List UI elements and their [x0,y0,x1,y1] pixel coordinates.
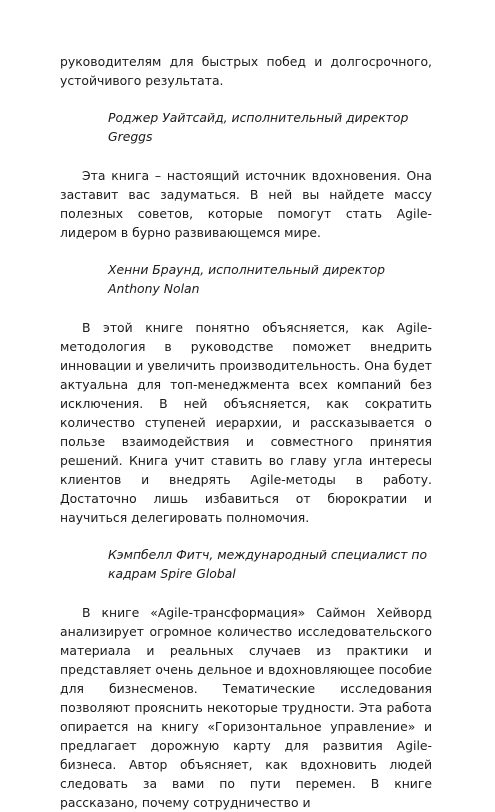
quote-attribution-whiteside: Роджер Уайтсайд, исполнительный директор Greggs [108,110,409,144]
document-page [60,52,432,812]
paragraph-review-3: В книге «Agile-трансформация» Саймон Хейворд анализирует огромное количество исследовательского материала и реальных случаев из практики и представляет очень дельное и вдохновляющее пособие для бизнесменов. Тематические исследования позволяют прояснить некоторые трудности. Эта работа опирается на книгу «Горизонтальное управление» и предлагает дорожную карту для развития Agile-бизнеса. Автор объясняет, как вдохновить людей следовать за вами по пути перемен. В книге рассказано, почему сотрудничество и [60,605,432,810]
paragraph-continued: руководителям для быстрых побед и долгосрочного, устойчивого результата. [60,54,432,88]
paragraph-review-2: В этой книге понятно объясняется, как Agile-методология в руководстве поможет внедрить инновации и увеличить производительность. Она будет актуальна для топ-менеджмента всех компаний без исключения. В ней объясняется, как сократить количество ступеней иерархии, и рассказывается о пользе взаимодействия и совместного принятия решений. Книга учит ставить во главу угла интересы клиентов и внедрять Agile-методы в работу. Достаточно лишь избавиться от бюрократии и научиться делегировать полномочия. [60,320,432,525]
paragraph-review-1: Эта книга – настоящий источник вдохновения. Она заставит вас задуматься. В ней вы найдете массу полезных советов, которые помогут стать Agile-лидером в бурно развивающемся мире. [60,168,432,240]
quote-attribution-braund: Хенни Браунд, исполнительный директор Anthony Nolan [108,262,385,296]
quote-attribution-fitch: Кэмпбелл Фитч, международный специалист по кадрам Spire Global [108,547,428,581]
